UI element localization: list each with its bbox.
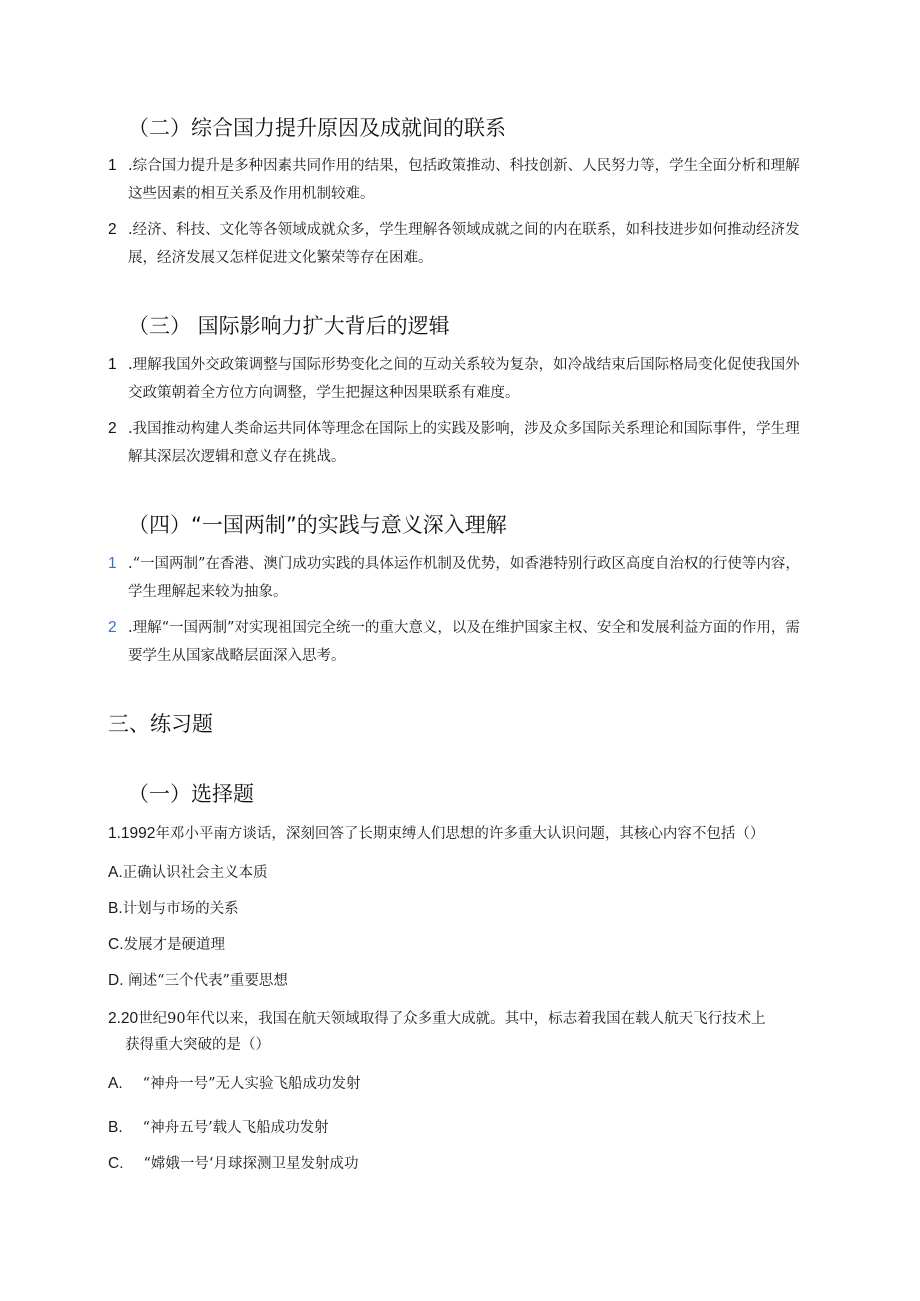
item-text: .理解我国外交政策调整与国际形势变化之间的互动关系较为复杂，如冷战结束后国际格局变化促使我国外交政策朝着全方位方向调整，学生把握这种因果联系有难度。 xyxy=(128,357,800,401)
option-d xyxy=(108,970,288,992)
option-letter: C. xyxy=(108,1155,124,1172)
section-heading-4: （四）“一国两制”的实践与意义深入理解 xyxy=(128,513,507,537)
option-text: “嫦娥一号‘月球探测卫星发射成功 xyxy=(143,1156,359,1172)
option-c xyxy=(108,934,225,956)
part-title: 三、练习题 xyxy=(108,712,213,736)
item-number: 2 xyxy=(108,619,117,636)
item-number: 1 xyxy=(108,555,117,572)
option-letter: B. xyxy=(108,1119,123,1136)
list-item xyxy=(108,216,810,272)
option-text: 阐述“三个代表”重要思想 xyxy=(128,973,288,989)
option-letter: D. xyxy=(108,972,124,989)
item-number: 2 xyxy=(108,221,117,238)
option-text: 计划与市场的关系 xyxy=(122,901,239,917)
option-letter: A. xyxy=(108,864,123,881)
item-text: .综合国力提升是多种因素共同作用的结果，包括政策推动、科技创新、人民努力等，学生全面分析和理解这些因素的相互关系及作用机制较难。 xyxy=(128,158,800,202)
option-a xyxy=(108,1073,360,1095)
list-item xyxy=(108,351,810,407)
option-b xyxy=(108,1117,329,1139)
list-item xyxy=(108,415,810,471)
question-2 xyxy=(108,1006,818,1058)
option-letter: A. xyxy=(108,1075,123,1092)
item-text: .理解“一国两制”对实现祖国完全统一的重大意义，以及在维护国家主权、安全和发展利益方面的作用，需要学生从国家战略层面深入思考。 xyxy=(128,620,800,664)
option-letter: B. xyxy=(108,900,123,917)
item-number: 1 xyxy=(108,157,117,174)
section-heading-3: （三） 国际影响力扩大背后的逻辑 xyxy=(128,314,450,338)
section-heading-2: （二）综合国力提升原因及成就间的联系 xyxy=(128,116,506,140)
option-c xyxy=(108,1153,359,1175)
option-b xyxy=(108,898,239,920)
option-letter: C. xyxy=(108,936,124,953)
question-text: 世纪90年代以来，我国在航天领域取得了众多重大成就。其中，标志着我国在载人航天飞行技术上 xyxy=(138,1011,766,1027)
item-text: .我国推动构建人类命运共同体等理念在国际上的实践及影响，涉及众多国际关系理论和国际事件，学生理解其深层次逻辑和意义存在挑战。 xyxy=(128,421,800,465)
list-item xyxy=(108,152,810,208)
list-item xyxy=(108,614,810,670)
question-number: 1.1992 xyxy=(108,825,156,842)
item-text: .经济、科技、文化等各领域成就众多，学生理解各领域成就之间的内在联系，如科技进步如何推动经济发展，经济发展又怎样促进文化繁荣等存在困难。 xyxy=(128,222,800,266)
question-1 xyxy=(108,821,818,847)
option-text: 发展才是硬道理 xyxy=(123,937,225,953)
item-number: 1 xyxy=(108,356,117,373)
question-number: 2.20 xyxy=(108,1010,139,1027)
item-number: 2 xyxy=(108,420,117,437)
question-text-continued: 获得重大突破的是（） xyxy=(125,1037,270,1053)
option-text: 正确认识社会主义本质 xyxy=(122,865,268,881)
sub-title: （一）选择题 xyxy=(128,782,254,806)
list-item xyxy=(108,550,810,606)
question-text: 年邓小平南方谈话，深刻回答了长期束缚人们思想的许多重大认识问题，其核心内容不包括（） xyxy=(155,826,765,842)
item-text: .“一国两制”在香港、澳门成功实践的具体运作机制及优势，如香港特别行政区高度自治权的行使等内容，学生理解起来较为抽象。 xyxy=(128,556,800,600)
option-text: “神舟五号’载人飞船成功发射 xyxy=(142,1120,329,1136)
option-text: “神舟一号”无人实验飞船成功发射 xyxy=(142,1076,361,1092)
option-a xyxy=(108,862,268,884)
